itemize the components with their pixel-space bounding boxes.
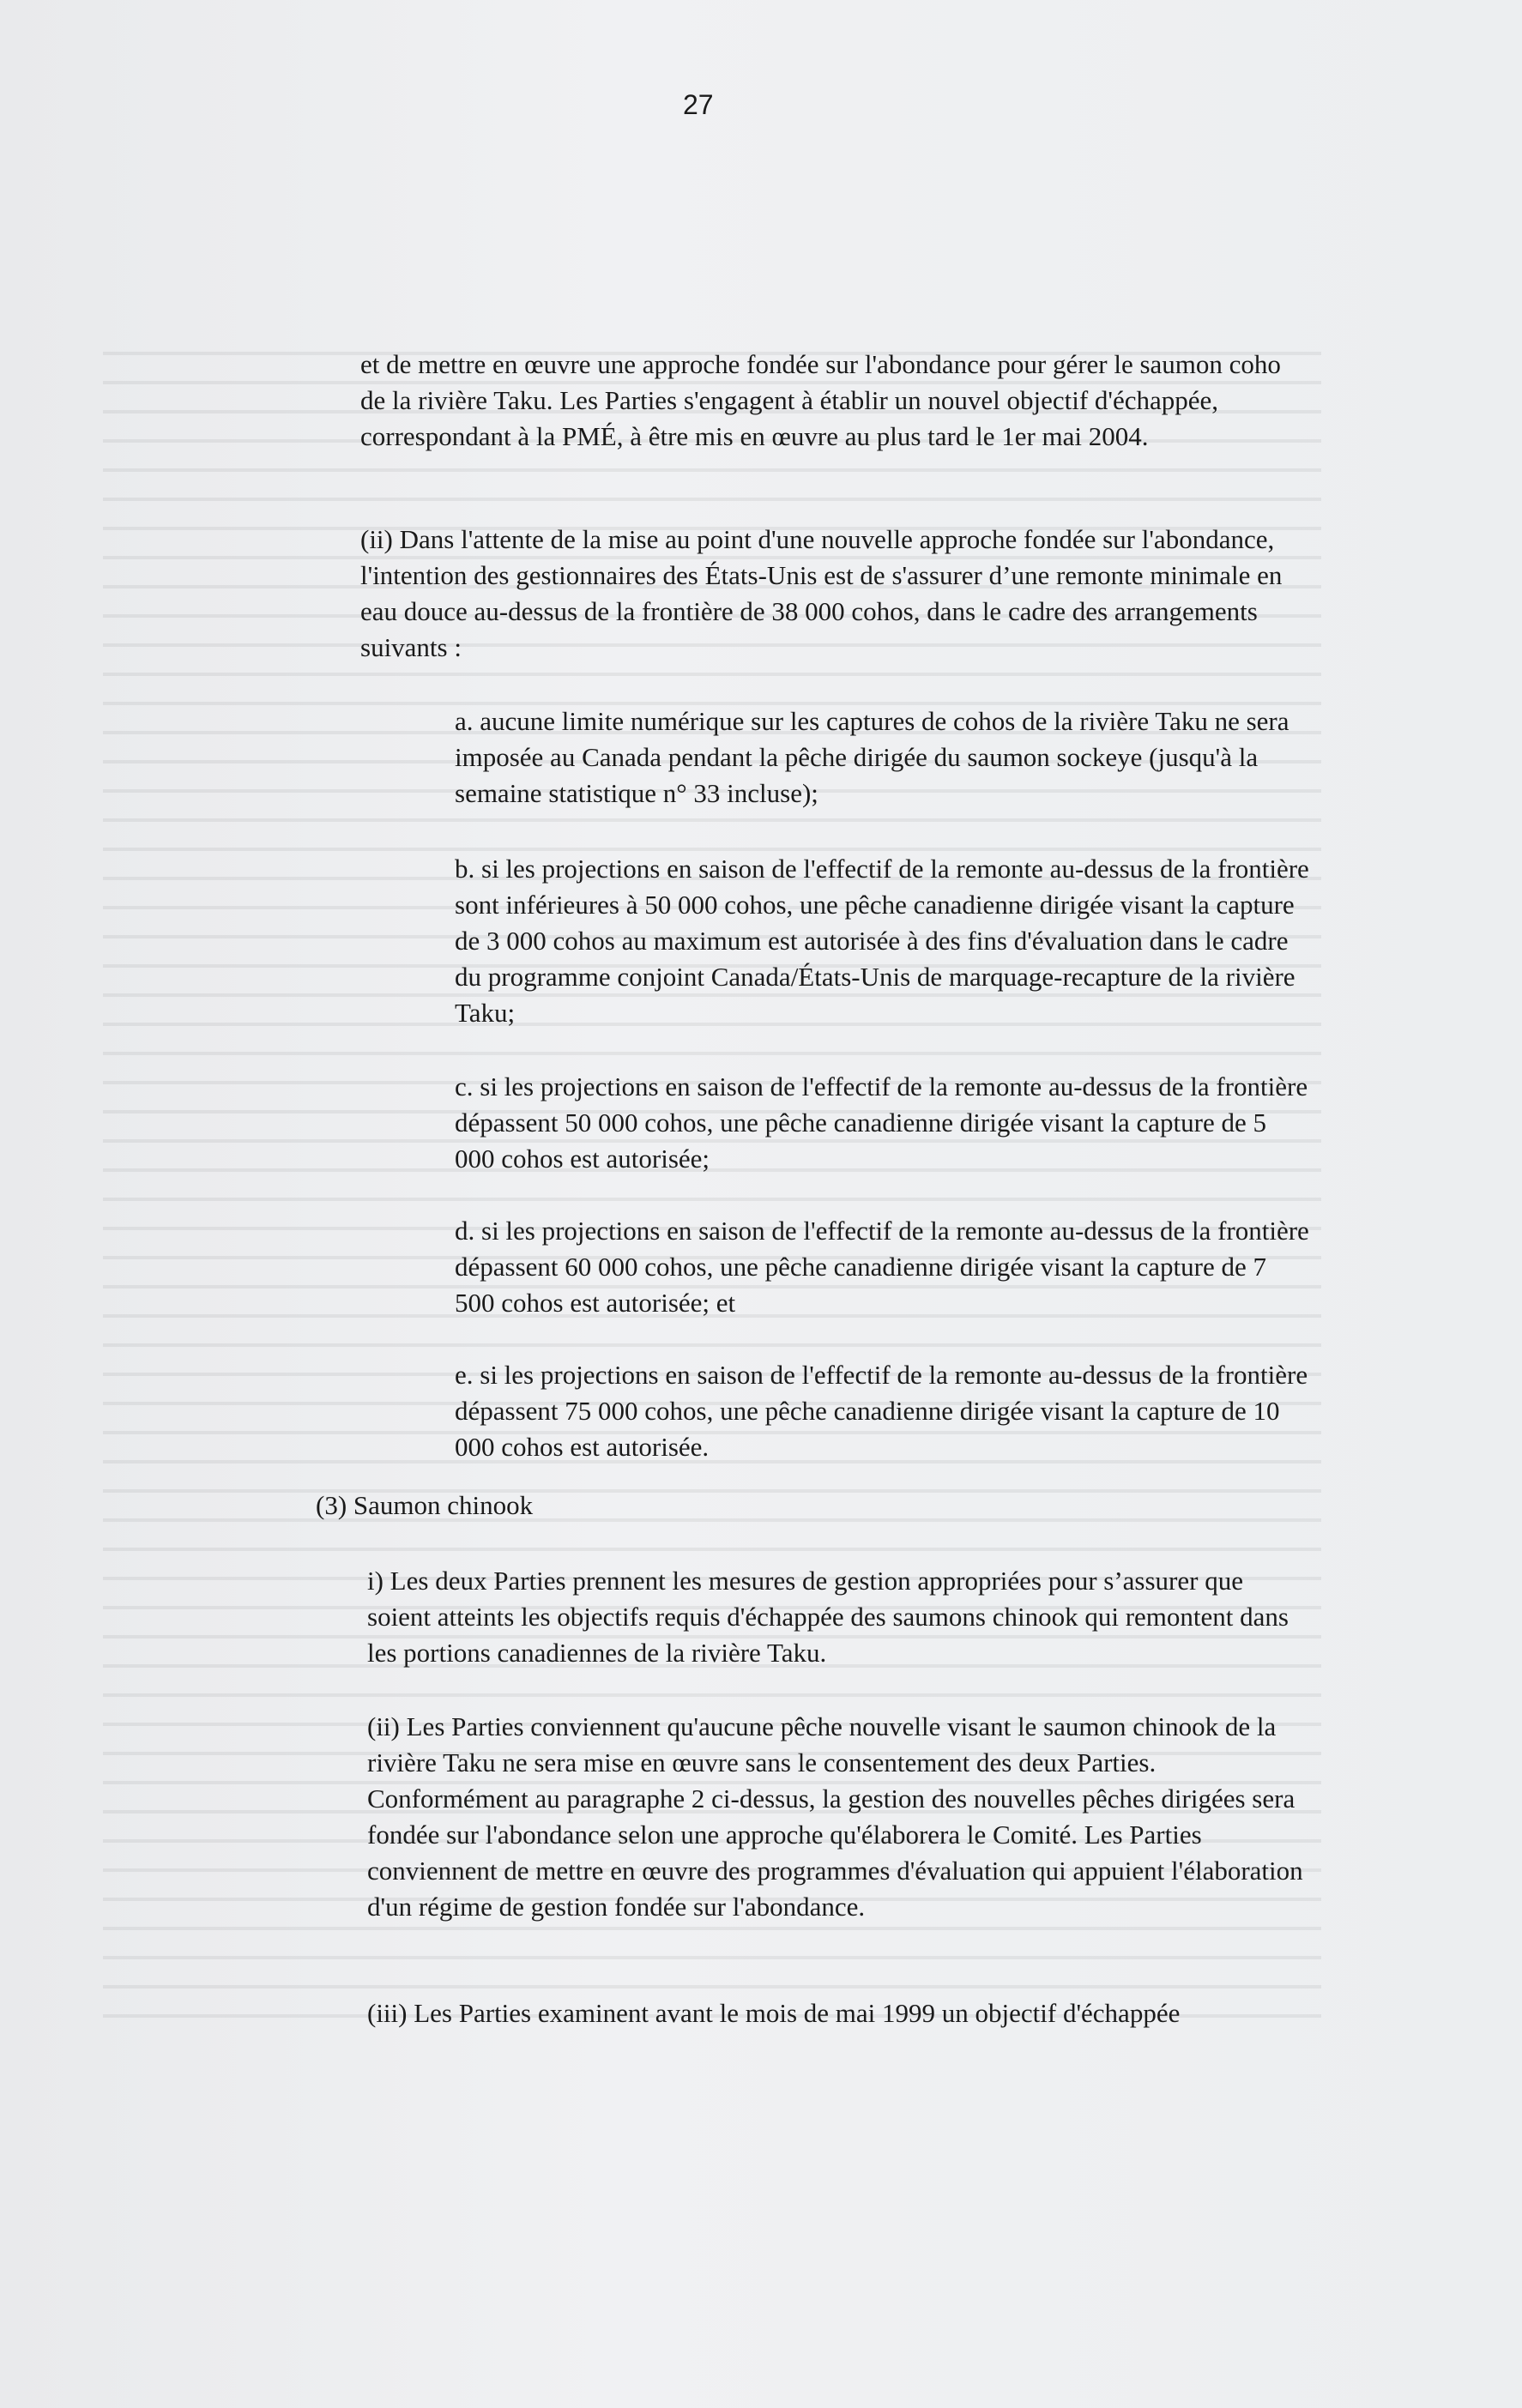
chinook-paragraph-i: i) Les deux Parties prennent les mesures de gestion appropriées pour s’assurer que soient atteints les objectifs requis d'échappée des saumons chinook qui remontent dans les portions canadiennes de la rivière Taku. (367, 1566, 1289, 1668)
list-item-c: c. si les projections en saison de l'effectif de la remonte au-dessus de la frontière dépassent 50 000 cohos, une pêche canadienne dirigée visant la capture de 5 000 cohos est autorisée; (455, 1071, 1308, 1174)
list-item-e: e. si les projections en saison de l'effectif de la remonte au-dessus de la frontière dépassent 75 000 cohos, une pêche canadienne dirigée visant la capture de 10 000 cohos est autorisée. (455, 1360, 1308, 1462)
list-item-d: d. si les projections en saison de l'effectif de la remonte au-dessus de la frontière dépassent 60 000 cohos, une pêche canadienne dirigée visant la capture de 7 500 cohos est autorisée; et (455, 1216, 1309, 1318)
coho-intro-paragraph: et de mettre en œuvre une approche fondée sur l'abondance pour gérer le saumon coho de la rivière Taku. Les Parties s'engagent à établir un nouvel objectif d'échappée, correspondant à la PMÉ, à être mis en œuvre au plus tard le 1er mai 2004. (360, 349, 1281, 451)
page-number: 27 (683, 89, 714, 120)
chinook-paragraph-ii: (ii) Les Parties conviennent qu'aucune pêche nouvelle visant le saumon chinook de la rivière Taku ne sera mise en œuvre sans le consentement des deux Parties. Conformément au paragraphe 2 ci-dessus, la gestion des nouvelles pêches dirigées sera fondée sur l'abondance selon une approche qu'élaborera le Comité. Les Parties conviennent de mettre en œuvre des programmes d'évaluation qui appuient l'élaboration d'un régime de gestion fondée sur l'abondance. (367, 1711, 1303, 1922)
list-item-b: b. si les projections en saison de l'effectif de la remonte au-dessus de la frontière sont inférieures à 50 000 cohos, une pêche canadienne dirigée visant la capture de 3 000 cohos au maximum est autorisée à des fins d'évaluation dans le cadre du programme conjoint Canada/États-Unis de marquage-recapture de la rivière Taku; (455, 854, 1309, 1028)
list-item-a: a. aucune limite numérique sur les captures de cohos de la rivière Taku ne sera imposée au Canada pendant la pêche dirigée du saumon sockeye (jusqu'à la semaine statistique n° 33 incluse); (455, 706, 1289, 808)
chinook-paragraph-iii: (iii) Les Parties examinent avant le mois de mai 1999 un objectif d'échappée (367, 1998, 1181, 2028)
chinook-heading: (3) Saumon chinook (316, 1490, 534, 1520)
coho-interim-paragraph: (ii) Dans l'attente de la mise au point d'une nouvelle approche fondée sur l'abondance, l'intention des gestionnaires des États-Unis est de s'assurer d’une remonte minimale en eau douce au-dessus de la frontière de 38 000 cohos, dans le cadre des arrangements suivants : (360, 524, 1283, 662)
